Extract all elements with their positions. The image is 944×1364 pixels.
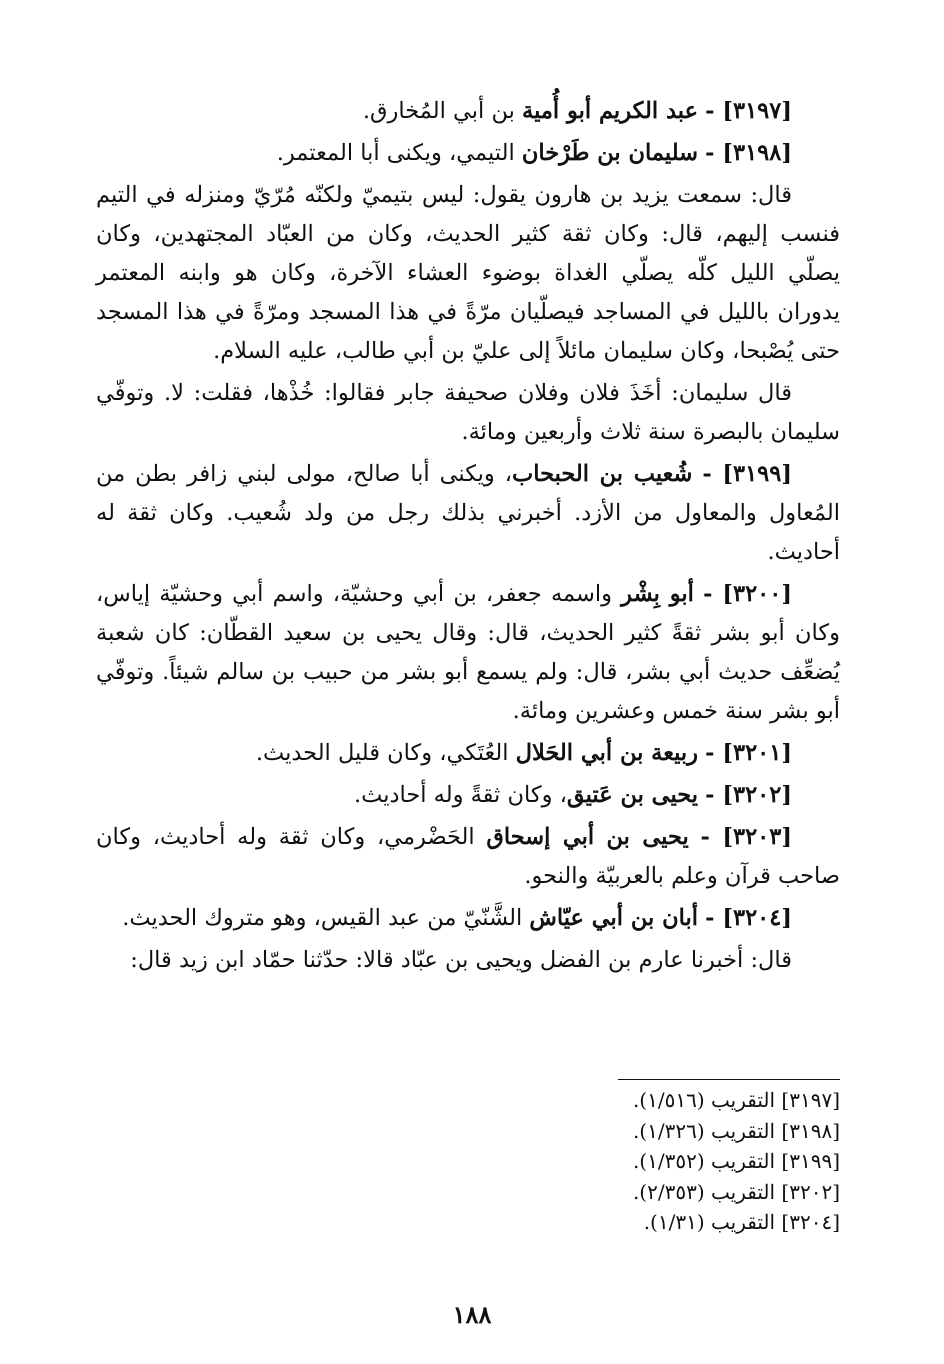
- paragraph-sulayman-narration: [96, 176, 840, 371]
- entry-3201: [96, 734, 840, 773]
- paragraph-aban-narration: [96, 941, 840, 980]
- entry-name: يحيى بن أبي إسحاق: [486, 824, 689, 850]
- entry-name: عبد الكريم أبو أُمية: [522, 98, 699, 124]
- page-body: [96, 92, 840, 983]
- entry-number: [٣٢٠٠] -: [703, 581, 792, 607]
- entry-3199: [96, 455, 840, 572]
- entry-text: التيمي، ويكنى أبا المعتمر.: [276, 140, 522, 166]
- footnotes: [440, 1085, 840, 1238]
- entry-name: سليمان بن طَرْخان: [521, 140, 699, 166]
- entry-text: الحَضْرمي، وكان ثقة وله أحاديث، وكان صاحب قرآن وعلم بالعربيّة والنحو.: [96, 824, 840, 889]
- entry-3197: [96, 92, 840, 131]
- entry-text: بن أبي المُخارق.: [362, 98, 522, 124]
- paragraph-text: قال: أخبرنا عارم بن الفضل ويحيى بن عبّاد قالا: حدّثنا حمّاد ابن زيد قال:: [130, 947, 792, 973]
- entry-name: شُعيب بن الحبحاب: [512, 461, 693, 487]
- entry-text: ، ويكنى أبا صالح، مولى لبني زافر بطن من المُعاول والمعاول من الأزد. أخبرني بذلك رجل من ولد شُعيب. وكان ثقة له أحاديث.: [96, 461, 840, 565]
- entry-number: [٣٢٠٤] -: [705, 905, 792, 931]
- entry-number: [٣١٩٧] -: [705, 98, 792, 124]
- paragraph-text: قال: سمعت يزيد بن هارون يقول: ليس بتيميّ ولكنّه مُرّيّ ومنزله في التيم فنسب إليهم، قال: وكان ثقة كثير الحديث، وكان من العبّاد المجتهدين، وكان يصلّي الليل كلّه يصلّي الغداة بوضوء العشاء الآخرة، وكان هو وابنه المعتمر يدوران بالليل في المساجد فيصلّيان مرّةً في هذا المسجد ومرّةً في هذا المسجد حتى يُصْبحا، وكان سليمان مائلاً إلى عليّ بن أبي طالب، عليه السلام.: [96, 182, 840, 364]
- entry-3202: [96, 776, 840, 815]
- entry-text: واسمه جعفر، بن أبي وحشيّة، واسم أبي وحشيّة إياس، وكان أبو بشر ثقةً كثير الحديث، قال: وقال يحيى بن سعيد القطّان: كان شعبة يُضعِّف حديث أبي بشر، قال: ولم يسمع أبو بشر من حبيب بن سالم شيئاً. وتوفّي أبو بشر سنة خمس وعشرين ومائة.: [96, 581, 840, 724]
- paragraph-sulayman-death: [96, 374, 840, 452]
- entry-name: يحيى بن عَتيق: [566, 782, 699, 808]
- entry-number: [٣٢٠٢] -: [705, 782, 792, 808]
- footnote-item: [٣١٩٧] التقريب (١/٥١٦).: [632, 1088, 840, 1112]
- entry-number: [٣٢٠٣] -: [700, 824, 792, 850]
- entry-text: الشَّنّيّ من عبد القيس، وهو متروك الحديث.: [122, 905, 530, 931]
- entry-name: أبو بِشْر: [621, 581, 694, 607]
- entry-3203: [96, 818, 840, 896]
- entry-3198: [96, 134, 840, 173]
- footnote-item: [٣١٩٩] التقريب (١/٣٥٢).: [632, 1149, 840, 1173]
- footnote-item: [٣٢٠٤] التقريب (١/٣١).: [643, 1210, 840, 1234]
- footnote-item: [٣١٩٨] التقريب (١/٣٢٦).: [632, 1118, 840, 1143]
- entry-name: ربيعة بن أبي الحَلال: [515, 740, 699, 766]
- footnote-item: [٣٢٠٢] التقريب (٢/٣٥٣).: [632, 1179, 840, 1204]
- footnote-divider: [618, 1079, 840, 1080]
- paragraph-text: قال سليمان: أخَذَ فلان وفلان صحيفة جابر فقالوا: خُذْها، فقلت: لا. وتوفّي سليمان بالبصرة سنة ثلاث وأربعين ومائة.: [96, 380, 840, 445]
- entry-3204: [96, 899, 840, 938]
- entry-number: [٣٢٠١] -: [705, 740, 792, 766]
- entry-number: [٣١٩٨] -: [705, 140, 792, 166]
- entry-text: ، وكان ثقةً وله أحاديث.: [353, 782, 567, 808]
- entry-number: [٣١٩٩] -: [702, 461, 792, 487]
- entry-name: أبان بن أبي عيّاش: [529, 905, 699, 931]
- entry-3200: [96, 575, 840, 731]
- entry-text: العُتَكي، وكان قليل الحديث.: [255, 740, 516, 766]
- page-number: ١٨٨: [452, 1300, 492, 1329]
